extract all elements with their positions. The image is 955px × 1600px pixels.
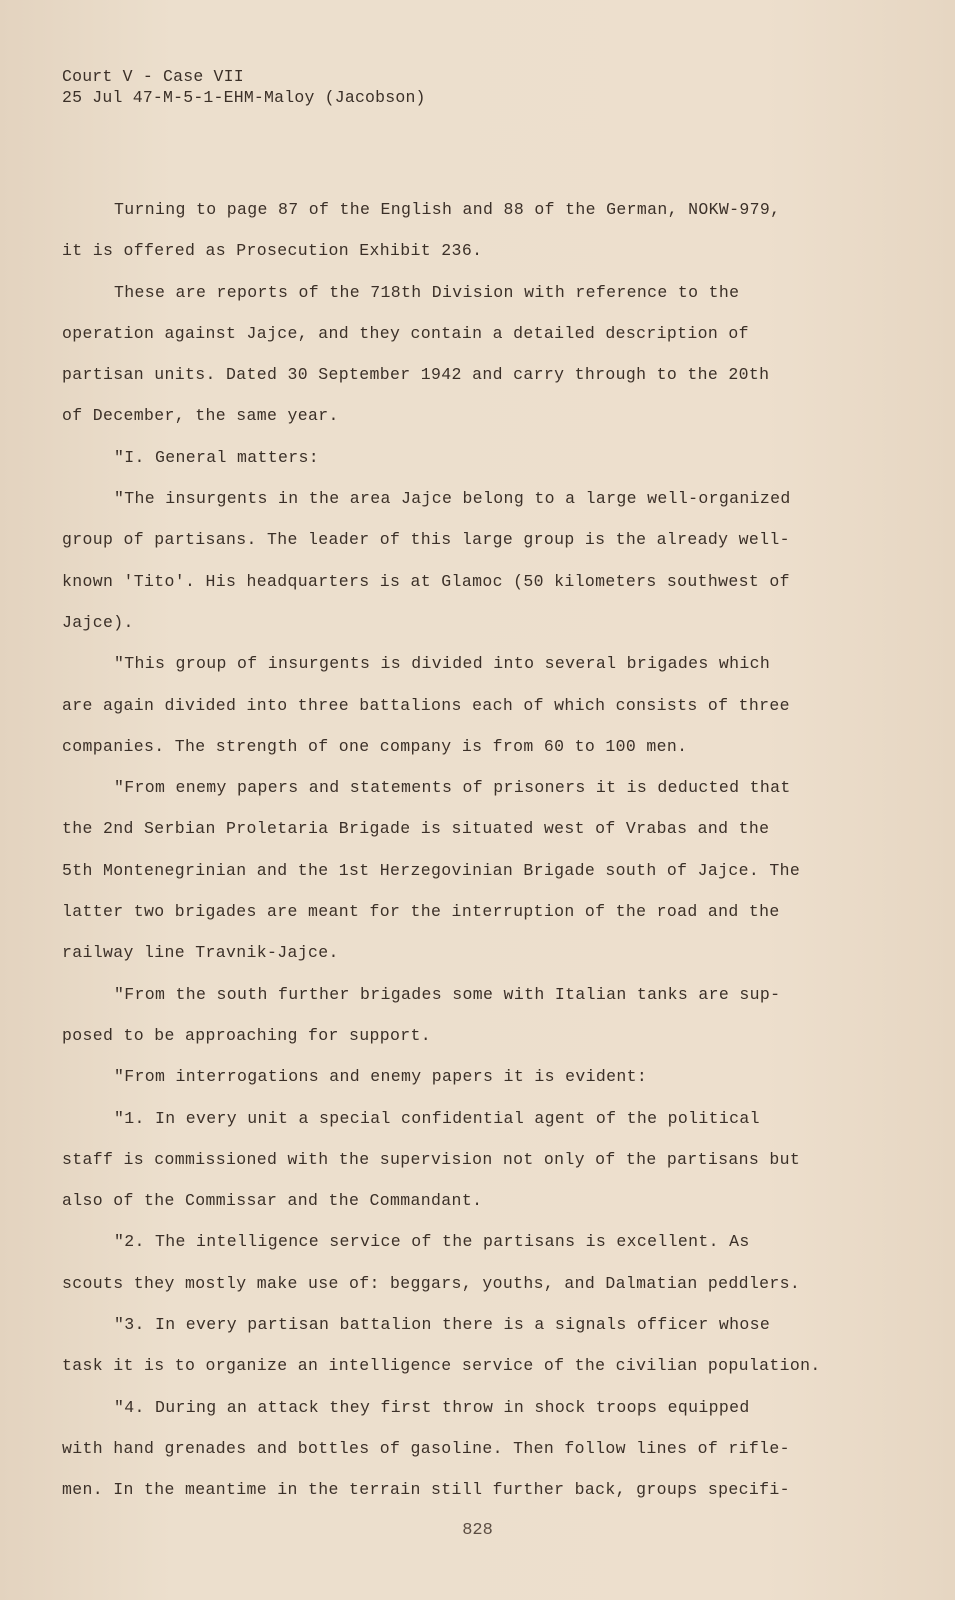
case-reference: Court V - Case VII xyxy=(62,67,244,86)
text-line: "3. In every partisan battalion there is a signals officer whose xyxy=(114,1315,771,1335)
text-line: of December, the same year. xyxy=(62,406,339,426)
transcript-body xyxy=(62,189,822,1511)
text-line: with hand grenades and bottles of gasoline. Then follow lines of rifle- xyxy=(62,1438,790,1458)
text-line: latter two brigades are meant for the interruption of the road and the xyxy=(62,902,780,922)
text-line: "From the south further brigades some with Italian tanks are sup- xyxy=(114,984,781,1004)
text-line: task it is to organize an intelligence service of the civilian population. xyxy=(62,1356,821,1376)
text-line: companies. The strength of one company is from 60 to 100 men. xyxy=(62,736,688,756)
text-line: staff is commissioned with the supervision not only of the partisans but xyxy=(62,1149,801,1169)
text-line: "4. During an attack they first throw in shock troops equipped xyxy=(114,1397,750,1417)
text-line: men. In the meantime in the terrain still further back, groups specifi- xyxy=(62,1480,790,1500)
text-line: are again divided into three battalions each of which consists of three xyxy=(62,695,790,715)
text-line: posed to be approaching for support. xyxy=(62,1025,432,1045)
text-line: Jajce). xyxy=(62,612,134,632)
page-number: 828 xyxy=(462,1521,493,1540)
text-line: the 2nd Serbian Proletaria Brigade is situated west of Vrabas and the xyxy=(62,819,770,839)
text-line: Turning to page 87 of the English and 88 of the German, NOKW-979, xyxy=(114,200,781,219)
text-line: also of the Commissar and the Commandant. xyxy=(62,1191,483,1211)
text-line: 5th Montenegrinian and the 1st Herzegovinian Brigade south of Jajce. The xyxy=(62,860,801,880)
session-reference: 25 Jul 47-M-5-1-EHM-Maloy (Jacobson) xyxy=(62,88,426,107)
text-line: "I. General matters: xyxy=(114,447,320,467)
text-line: "From interrogations and enemy papers it is evident: xyxy=(114,1067,648,1087)
text-line: "From enemy papers and statements of prisoners it is deducted that xyxy=(114,778,791,798)
text-line: it is offered as Prosecution Exhibit 236. xyxy=(62,241,483,261)
text-line: "This group of insurgents is divided into several brigades which xyxy=(114,654,771,674)
text-line: railway line Travnik-Jajce. xyxy=(62,943,339,963)
text-line: group of partisans. The leader of this large group is the already well- xyxy=(62,530,790,550)
text-line: "The insurgents in the area Jajce belong to a large well-organized xyxy=(114,489,791,509)
text-line: These are reports of the 718th Division with reference to the xyxy=(114,282,740,302)
text-line: known 'Tito'. His headquarters is at Glamoc (50 kilometers southwest of xyxy=(62,571,790,591)
document-header xyxy=(62,66,426,108)
text-line: "2. The intelligence service of the partisans is excellent. As xyxy=(114,1232,750,1252)
text-line: scouts they mostly make use of: beggars, youths, and Dalmatian peddlers. xyxy=(62,1273,801,1293)
text-line: operation against Jajce, and they contain a detailed description of xyxy=(62,323,749,343)
text-line: partisan units. Dated 30 September 1942 and carry through to the 20th xyxy=(62,365,770,385)
text-line: "1. In every unit a special confidential agent of the political xyxy=(114,1108,760,1128)
